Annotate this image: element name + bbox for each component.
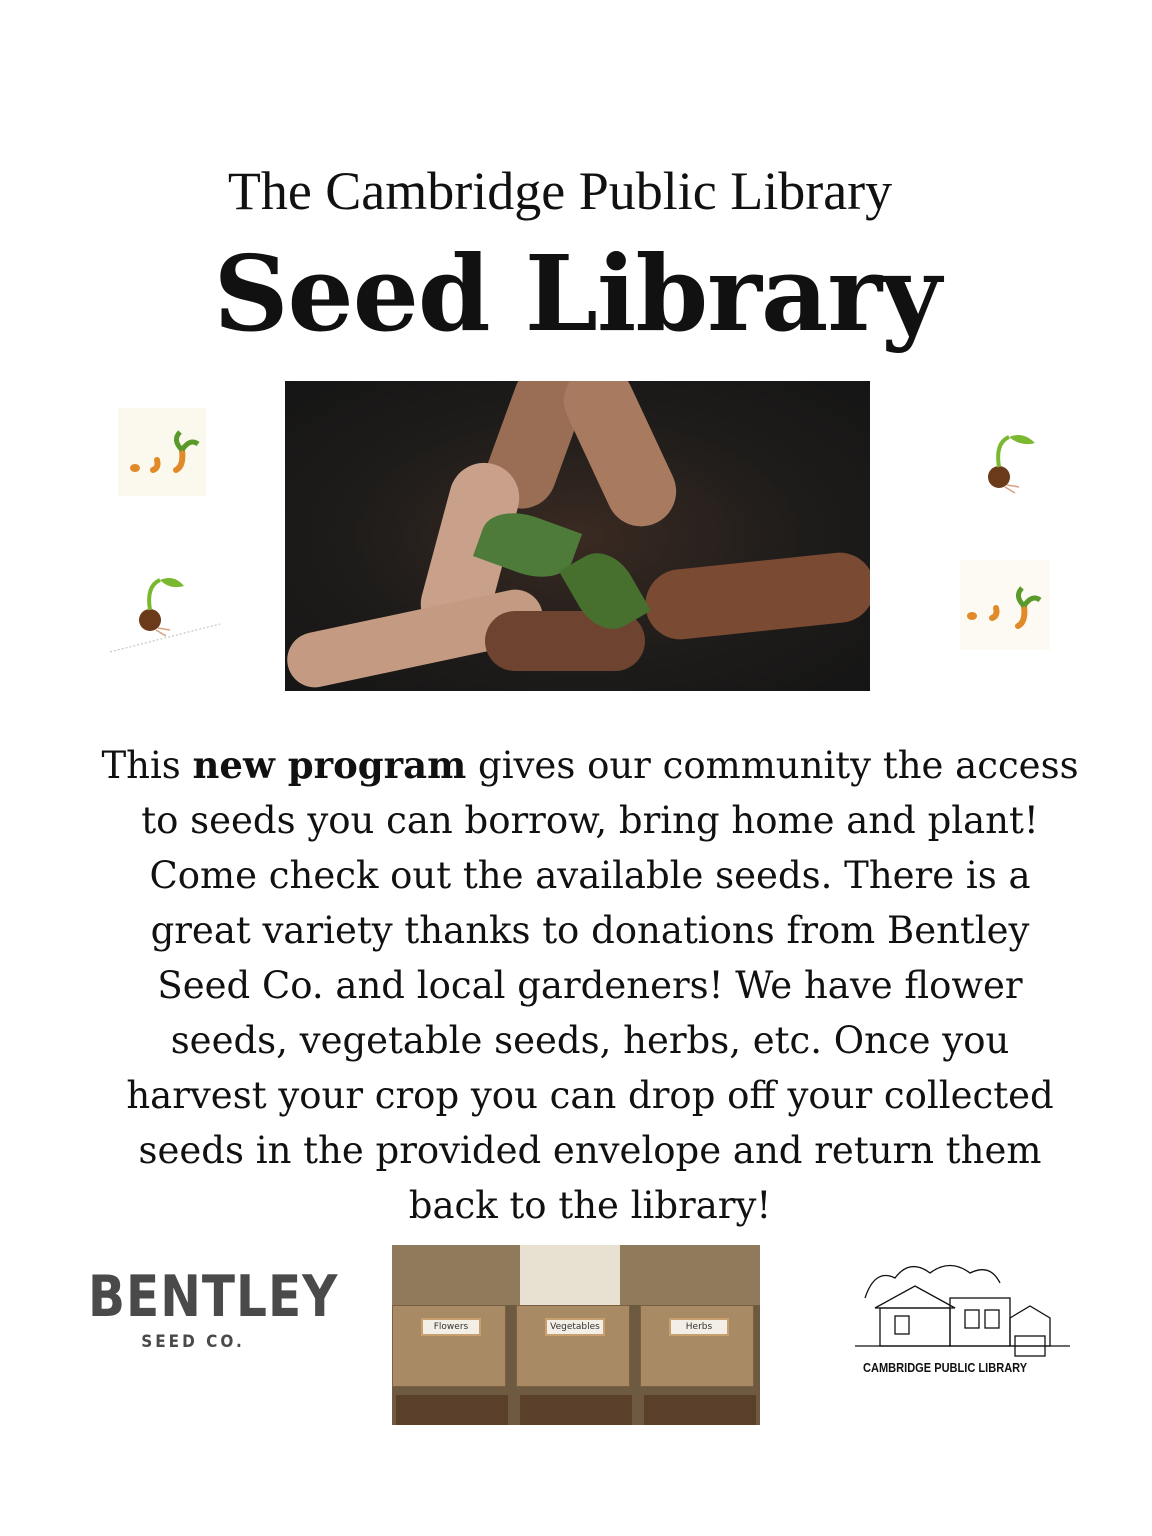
library-logo-text: CAMBRIDGE PUBLIC LIBRARY [863, 1360, 1028, 1375]
description-highlight: new program [192, 743, 467, 787]
drawer-label: Herbs [669, 1318, 729, 1336]
sprouting-seeds-icon [960, 560, 1050, 650]
drawer-label: Flowers [421, 1318, 481, 1336]
description-prefix: This [101, 744, 193, 787]
drawer-flowers [392, 1305, 506, 1387]
bentley-seed-co-logo [88, 1263, 339, 1352]
page-title: Seed Library [213, 232, 941, 355]
drawer-vegetables [516, 1305, 630, 1387]
bentley-logo-sub: SEED CO. [141, 1332, 245, 1352]
hands-holding-seedling-photo [285, 381, 870, 691]
drawer-herbs [640, 1305, 754, 1387]
library-building-sketch [845, 1258, 1075, 1358]
subtitle: The Cambridge Public Library [227, 161, 893, 221]
seedling-icon [985, 425, 1045, 503]
seedling-icon [110, 568, 222, 656]
bentley-logo-name: BENTLEY [88, 1263, 339, 1330]
program-description [100, 738, 1080, 1233]
sprouting-seeds-icon [118, 408, 206, 496]
drawer-label: Vegetables [545, 1318, 605, 1336]
description-text: gives our community the access to seeds you can borrow, bring home and plant! Come check out the available seeds. There is a great variety thanks to donations from Bentley Seed Co. and local gardeners! We have flower seeds, vegetable seeds, herbs, etc. Once you harvest your crop you can drop off your collected seeds in the provided envelope and return them back to the library! [126, 744, 1079, 1227]
cambridge-public-library-logo [845, 1258, 1075, 1380]
seed-drawers-photo [392, 1245, 760, 1425]
